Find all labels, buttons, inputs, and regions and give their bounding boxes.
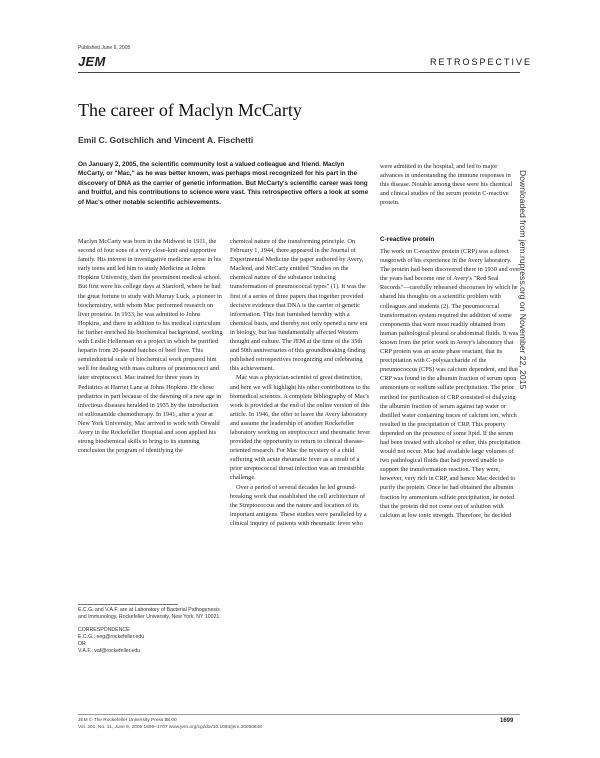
body-column-3-top xyxy=(380,162,521,207)
footnote-rule xyxy=(78,604,178,605)
download-watermark: Downloaded from jem.rupress.org on November 22, 2015 xyxy=(518,170,528,390)
footnote xyxy=(78,607,224,655)
header-rule xyxy=(78,72,520,73)
citation-line: Vol. 201, No. 11, June 6, 2005 1699–1707 www.jem.org/cgi/doi/10.1084/jem.20050848 xyxy=(78,725,262,730)
paragraph: The work on C-reactive protein (CRP) was a direct outgrowth of his experience in the Avery laboratory. The protein had been discovered there in 1930 and over the years had become one of Avery's "Red Seal Records"—carefully rehearsed discourses by which he shared his thoughts on a scientific problem with colleagues and students (2). The pneumococcal transformation system required the addition of some components that were most readily obtained from human pathological pleural or abdominal fluids. It was known from the prior work in Avery's laboratory that CRP protein was an acute phase reactant, that its precipitation with C-polysaccharide of the pneumococcus (CPS) was calcium dependent, and that CRP was found in the albumin fraction of serum upon ammonium or sodium sulfate precipitation. The prior method for purification of CRP consisted of dialyzing the albumin fraction of serum against tap water or distilled water containing traces of calcium ion, which resulted in the precipitation of CRP. This property depended on the presence of some lipid. If the serum had been treated with alcohol or ether, this precipitation would not occur. Mac had available large volumes of two pathological fluids that had proved unable to support the transformation reaction. They were, however, very rich in CRP, and hence Mac decided to purify the protein. Once he had obtained the albumin fraction by ammonium sulfate precipitation, he noted that the protein did not come out of solution with calcium at low ionic strength. Therefore, he decided xyxy=(380,248,521,519)
article-title: The career of Maclyn McCarty xyxy=(78,100,302,120)
article-abstract: On January 2, 2005, the scientific community lost a valued colleague and friend. Maclyn McCarty, or "Mac," as he was better known, was perhaps most recognized for his part in the discovery of DNA as the carrier of genetic information. But McCarty's scientific career was long and fruitful, and his contributions to science were vast. This retrospective offers a look at some of Mac's other notable scientific achievements. xyxy=(78,161,369,206)
body-column-1 xyxy=(78,237,224,455)
section-subheading: C-reactive protein xyxy=(380,236,435,243)
footer-rule xyxy=(78,714,520,715)
email-link[interactable]: V.A.F.: vaf@rockefeller.edu xyxy=(78,648,141,654)
correspondence-label: CORRESPONDENCE xyxy=(78,627,130,633)
email-link[interactable]: E.C.G.: eeg@rockefeller.edu xyxy=(78,634,145,640)
paragraph: were admitted to the hospital, and led to major advances in understanding the immune responses in this disease. Notable among these were his chemical and clinical studies of the serum protein C-reactive protein. xyxy=(380,163,513,207)
body-column-3 xyxy=(380,247,521,520)
page-number: 1699 xyxy=(500,718,514,724)
published-date: Published June 6, 2005 xyxy=(78,45,131,51)
paragraph: Mac was a physician-scientist of great distinction, and here we will highlight his other contributions to the biomedical sciences. A complete bibliography of Mac's work is provided at the end of the online version of this article. In 1946, the offer to leave the Avery laboratory and assume the leadership of another Rockefeller laboratory working on streptococci and rheumatic fever provided the opportunity to return to clinical disease-oriented research. For Mac the mystery of a child suffering with acute rheumatic fever as a result of a prior streptococcal throat infection was an irresistible challenge. xyxy=(230,374,371,482)
paragraph: chemical nature of the transforming principle. On February 1, 1944, there appeared in the Journal of Experimental Medicine the paper authored by Avery, Macleod, and McCarty entitled "Studies on the chemical nature of the substance inducing transformation of pneumococcal types" (1). It was the first of a series of three papers that together provided decisive evidence that DNA is the carrier of genetic information. This feat furnished heredity with a chemical basis, and thereby not only opened a new era in biology, but has fundamentally affected Western thought and culture. The JEM at the time of the 35th and 50th anniversaries of this groundbreaking finding published retrospectives recognizing and celebrating this achievement. xyxy=(230,238,368,373)
article-authors: Emil C. Gotschlich and Vincent A. Fischetti xyxy=(78,135,254,145)
or-text: OR xyxy=(78,641,86,647)
journal-logo: JEM xyxy=(78,54,106,69)
paragraph: Maclyn McCarty was born in the Midwest in 1911, the second of four sons of a very close-knit and supportive family. His interest in investigative medicine arose in his early teens and led him to study Medicine at Johns Hopkins University, then the preeminent medical school. But first were his college days at Stanford, where he had the great fortune to study with Murray Luck, a pioneer in biochemistry, with whom Mac performed research on liver proteins. In 1933, he was admitted to Johns Hopkins, and there in addition to his medical curriculum he further enriched his biochemical background, working with Leslie Hellerman on a project in which he purified heparin from 20-pound batches of beef liver. This semiindustrial scale of biochemical work prepared him well for dealing with mass cultures of pneumococci and later streptococci. Mac trained for three years in Pediatrics at Harriet Lane at Johns Hopkins. He chose pediatrics in part because of the dawning of a new age in infectious diseases heralded in 1935 by the introduction of sulfonamide chemotherapy. In 1941, after a year at New York University, Mac arrived to work with Oswald Avery in the Rockefeller Hospital and soon applied his strong biochemical skills to bring to its stunning conclusion the program of identifying the xyxy=(78,238,223,455)
paragraph: Over a period of several decades he led ground-breaking work that established the cell architecture of the Streptococcus and the nature and location of its important antigens. These studies were paralleled by a clinical inquiry of patients with rheumatic fever who xyxy=(230,483,367,527)
journal-copyright: JEM © The Rockefeller University Press $8.00 xyxy=(78,718,177,723)
affiliation-note: E.C.G. and V.A.F. are at Laboratory of Bacterial Pathogenesis and Immunology, Rockefeller University, New York, NY 10021. xyxy=(78,607,221,620)
section-label: RETROSPECTIVE xyxy=(430,57,533,67)
body-column-2 xyxy=(230,237,371,528)
